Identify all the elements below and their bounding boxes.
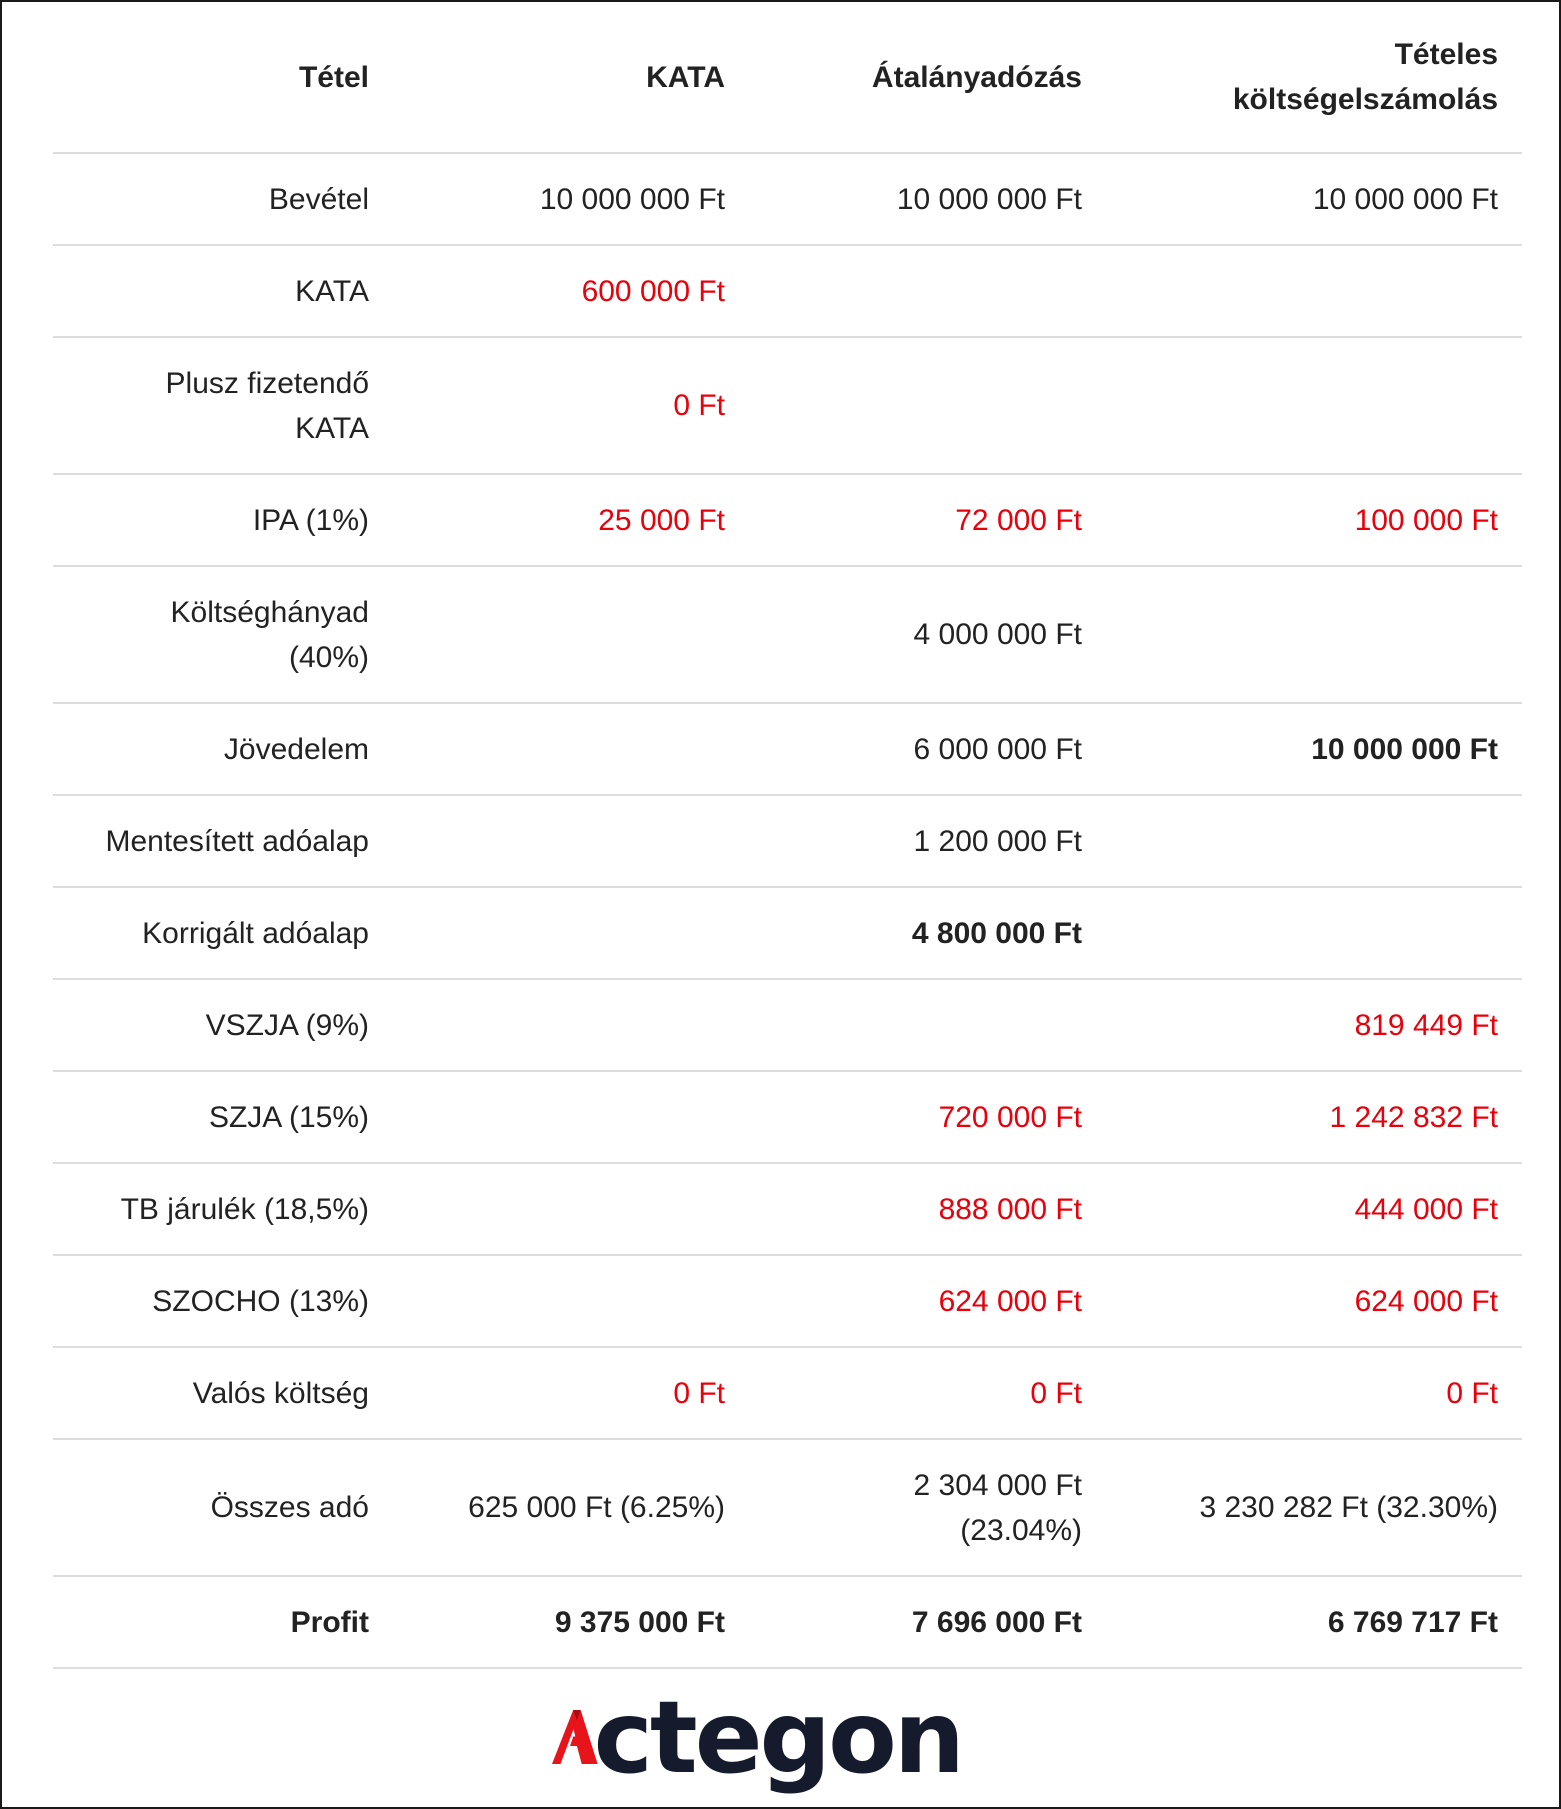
row-label: Plusz fizetendő KATA <box>53 337 393 474</box>
cell-atalany: 888 000 Ft <box>749 1163 1106 1255</box>
cell-kata <box>393 566 749 703</box>
row-label: SZOCHO (13%) <box>53 1255 393 1347</box>
cell-atalany: 0 Ft <box>749 1347 1106 1439</box>
table-row <box>53 1255 1522 1347</box>
cell-kata <box>393 795 749 887</box>
cell-teteles: 100 000 Ft <box>1106 474 1522 566</box>
cell-teteles: 819 449 Ft <box>1106 979 1522 1071</box>
cell-atalany <box>749 245 1106 337</box>
cell-teteles <box>1106 337 1522 474</box>
cell-kata: 625 000 Ft (6.25%) <box>393 1439 749 1576</box>
row-label: Mentesített adóalap <box>53 795 393 887</box>
cell-teteles: 0 Ft <box>1106 1347 1522 1439</box>
table-header-row <box>53 2 1522 153</box>
cell-teteles: 444 000 Ft <box>1106 1163 1522 1255</box>
cell-atalany: 720 000 Ft <box>749 1071 1106 1163</box>
table-row <box>53 245 1522 337</box>
cell-teteles <box>1106 887 1522 979</box>
row-label: Valós költség <box>53 1347 393 1439</box>
cell-atalany: 4 800 000 Ft <box>749 887 1106 979</box>
cell-teteles: 1 242 832 Ft <box>1106 1071 1522 1163</box>
cell-kata: 25 000 Ft <box>393 474 749 566</box>
table-row <box>53 153 1522 245</box>
table-row <box>53 1347 1522 1439</box>
logo-wordmark: ctegon <box>593 1679 962 1796</box>
row-label: IPA (1%) <box>53 474 393 566</box>
actegon-a-logo-icon <box>552 1686 598 1788</box>
header-item: Tétel <box>53 2 393 153</box>
header-atalanyadozas: Átalányadózás <box>749 2 1106 153</box>
row-label: Összes adó <box>53 1439 393 1576</box>
header-kata: KATA <box>393 2 749 153</box>
row-label: SZJA (15%) <box>53 1071 393 1163</box>
row-label: KATA <box>53 245 393 337</box>
table-row <box>53 1439 1522 1576</box>
cell-teteles: 10 000 000 Ft <box>1106 153 1522 245</box>
tax-comparison-table <box>53 2 1522 1669</box>
cell-atalany: 1 200 000 Ft <box>749 795 1106 887</box>
cell-kata: 0 Ft <box>393 337 749 474</box>
cell-teteles: 3 230 282 Ft (32.30%) <box>1106 1439 1522 1576</box>
table-row <box>53 1163 1522 1255</box>
cell-kata <box>393 1071 749 1163</box>
cell-teteles <box>1106 245 1522 337</box>
cell-teteles <box>1106 795 1522 887</box>
table-row <box>53 703 1522 795</box>
cell-atalany: 10 000 000 Ft <box>749 153 1106 245</box>
row-label: TB járulék (18,5%) <box>53 1163 393 1255</box>
cell-kata <box>393 1255 749 1347</box>
cell-atalany <box>749 337 1106 474</box>
cell-atalany: 4 000 000 Ft <box>749 566 1106 703</box>
cell-atalany: 2 304 000 Ft (23.04%) <box>749 1439 1106 1576</box>
table-row <box>53 1576 1522 1668</box>
table-row <box>53 979 1522 1071</box>
table-row <box>53 337 1522 474</box>
row-label: VSZJA (9%) <box>53 979 393 1071</box>
table-row <box>53 1071 1522 1163</box>
header-teteles: Tételes költségelszámolás <box>1106 2 1522 153</box>
row-label: Jövedelem <box>53 703 393 795</box>
row-label: Korrigált adóalap <box>53 887 393 979</box>
cell-atalany: 624 000 Ft <box>749 1255 1106 1347</box>
cell-atalany: 72 000 Ft <box>749 474 1106 566</box>
row-label: Profit <box>53 1576 393 1668</box>
row-label: Költséghányad (40%) <box>53 566 393 703</box>
cell-teteles: 6 769 717 Ft <box>1106 1576 1522 1668</box>
cell-atalany <box>749 979 1106 1071</box>
row-label: Bevétel <box>53 153 393 245</box>
cell-atalany: 7 696 000 Ft <box>749 1576 1106 1668</box>
cell-kata <box>393 703 749 795</box>
table-row <box>53 474 1522 566</box>
table-row <box>53 795 1522 887</box>
table-row <box>53 887 1522 979</box>
cell-kata: 10 000 000 Ft <box>393 153 749 245</box>
cell-kata <box>393 887 749 979</box>
cell-kata <box>393 979 749 1071</box>
table-row <box>53 566 1522 703</box>
actegon-logo <box>552 1679 962 1796</box>
cell-kata <box>393 1163 749 1255</box>
cell-teteles: 10 000 000 Ft <box>1106 703 1522 795</box>
cell-kata: 600 000 Ft <box>393 245 749 337</box>
cell-teteles <box>1106 566 1522 703</box>
cell-teteles: 624 000 Ft <box>1106 1255 1522 1347</box>
cell-atalany: 6 000 000 Ft <box>749 703 1106 795</box>
cell-kata: 0 Ft <box>393 1347 749 1439</box>
cell-kata: 9 375 000 Ft <box>393 1576 749 1668</box>
